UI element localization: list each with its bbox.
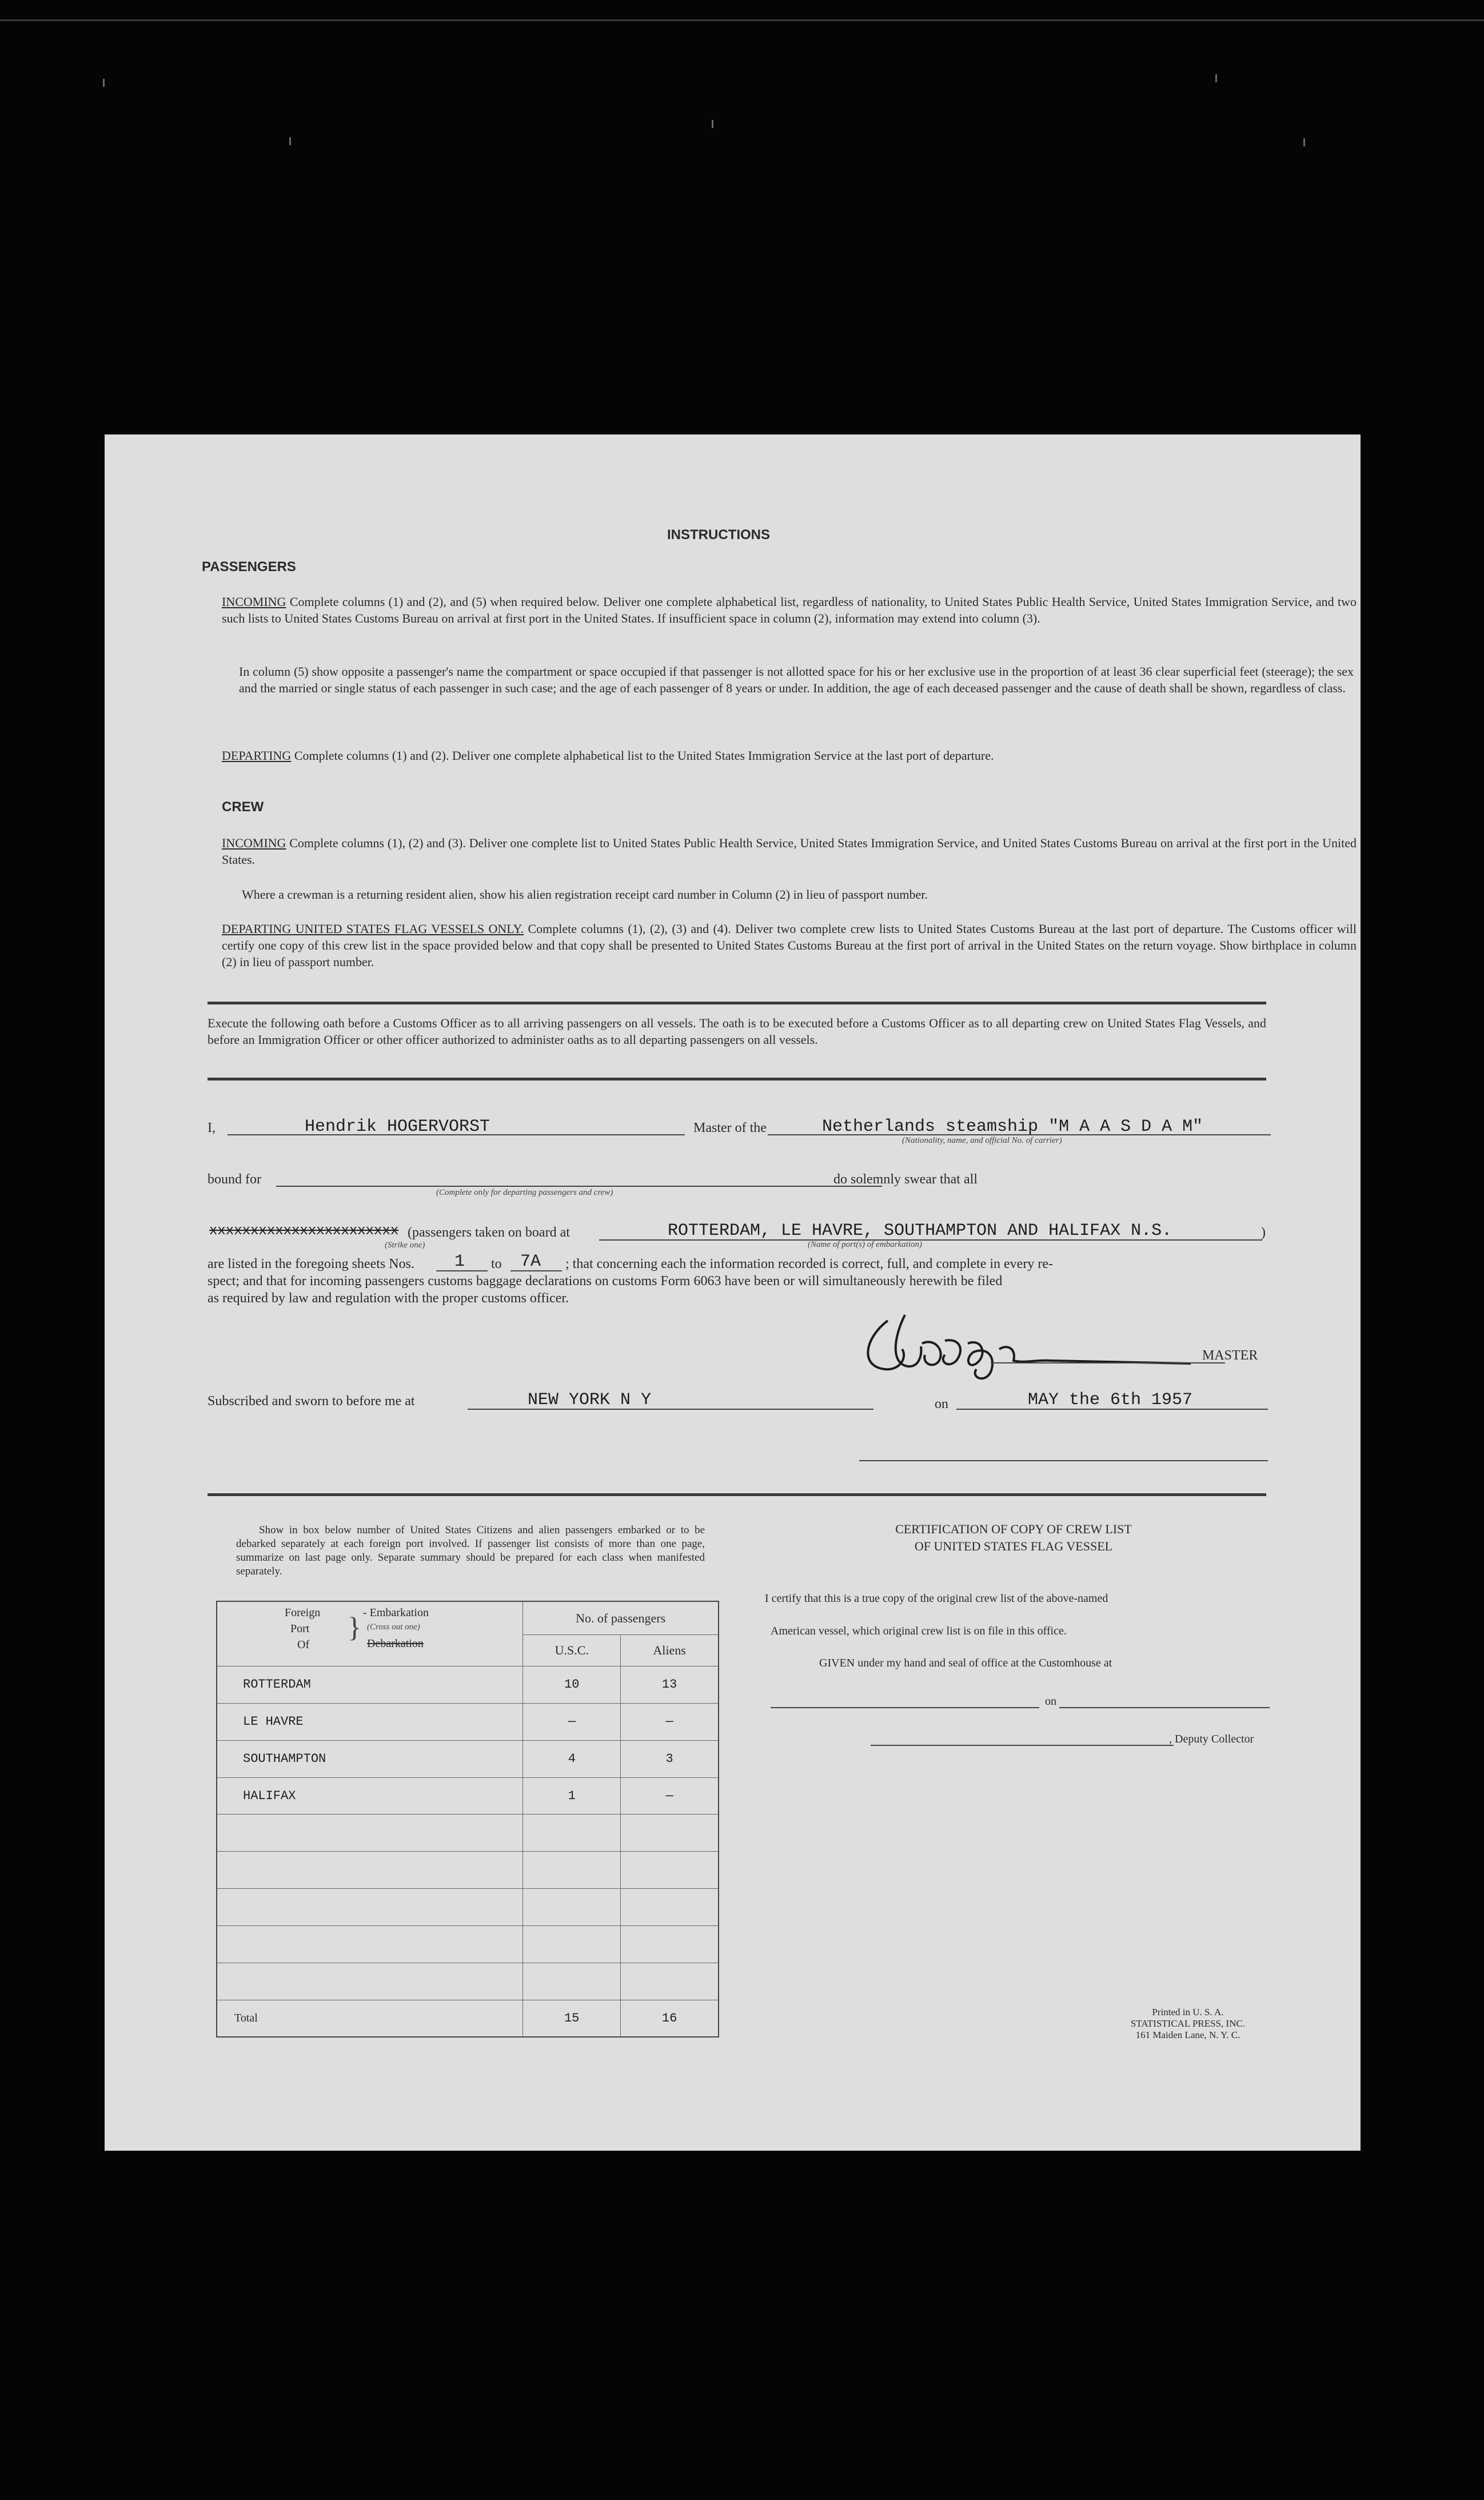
usc-cell: — (523, 1703, 621, 1740)
port-cell: ROTTERDAM (217, 1666, 523, 1703)
certification-line-1: I certify that this is a true copy of the original crew list of the above-named (765, 1592, 1108, 1605)
divider (208, 1078, 1266, 1080)
empty-row (217, 1852, 719, 1889)
printer-line-2: STATISTICAL PRESS, INC. (1130, 2018, 1246, 2029)
passengers-departing-paragraph (222, 747, 1357, 764)
passengers-heading: PASSENGERS (202, 559, 296, 575)
deputy-collector-line (871, 1745, 1174, 1746)
empty-row (217, 1925, 719, 1963)
usc-cell: 4 (523, 1740, 621, 1777)
sheet-from: 1 (454, 1252, 465, 1271)
flag-vessels-text: Complete columns (1), (2), (3) and (4). Deliver two complete crew lists to United States Customs Bureau at the last port of departure. The Customs officer will certify one copy of this crew list in the space provided below and that copy shall be presented to United States Customs Bureau at the first port of arrival in the United States on the return voyage. Show birthplace in column (2) in lieu of passport number. (222, 922, 1357, 969)
printer-line-3: 161 Maiden Lane, N. Y. C. (1135, 2029, 1240, 2040)
scan-top-border (0, 19, 1484, 21)
empty-row (217, 1815, 719, 1852)
master-label: MASTER (1202, 1348, 1258, 1363)
certification-date-line (1059, 1707, 1270, 1708)
certification-line-3: GIVEN under my hand and seal of office at the Customhouse at (819, 1657, 1112, 1669)
table-row (217, 1740, 719, 1777)
passengers-taken-label: (passengers taken on board at (408, 1225, 570, 1240)
sheet-to: 7A (520, 1252, 541, 1271)
struck-crew-text: xxxxxxxxxxxxxxxxxxxxxxx (209, 1223, 399, 1239)
oath-rest-1: ; that concerning each the information recorded is correct, full, and complete in every re- (565, 1257, 1053, 1271)
head-usc: U.S.C. (523, 1635, 621, 1666)
certification-line-2: American vessel, which original crew list is on file in this office. (771, 1625, 1067, 1637)
scan-speck (712, 120, 713, 128)
total-label: Total (217, 2000, 523, 2037)
master-signature (853, 1303, 1231, 1383)
crew-incoming-paragraph (222, 835, 1357, 868)
total-row (217, 2000, 719, 2037)
embarkation-ports: ROTTERDAM, LE HAVRE, SOUTHAMPTON AND HALIFAX N.S. (668, 1221, 1172, 1241)
head-passengers: No. of passengers (523, 1601, 719, 1635)
brace-symbol: } (348, 1611, 361, 1643)
box-instructions: Show in box below number of United States Citizens and alien passengers embarked or to be debarked separately at each foreign port involved. If passenger list consists of more than one page, summarize on last page only. Separate summary should be prepared for each class when manifested separately. (236, 1524, 705, 1577)
port-cell: HALIFAX (217, 1777, 523, 1815)
port-cell: LE HAVRE (217, 1703, 523, 1740)
close-paren: ) (1261, 1225, 1266, 1240)
head-debarkation: Debarkation (367, 1637, 424, 1650)
certification-title (865, 1521, 1162, 1555)
departing-label: DEPARTING (222, 748, 292, 763)
bound-for-line (276, 1186, 882, 1187)
certification-title-1: CERTIFICATION OF COPY OF CREW LIST (895, 1522, 1132, 1536)
crew-heading: CREW (222, 799, 264, 815)
document-sheet (105, 434, 1361, 2151)
sworn-place: NEW YORK N Y (528, 1390, 652, 1410)
head-port: Port (290, 1622, 310, 1635)
vessel-caption: (Nationality, name, and official No. of carrier) (902, 1136, 1062, 1145)
oath-instruction: Execute the following oath before a Customs Officer as to all arriving passengers on all vessels. The oath is to be executed before a Customs Officer as to all departing crew on United States Flag Vessels, and before an Immigration Officer or other officer authorized to administer oaths as to all departing passengers on all vessels. (208, 1016, 1266, 1047)
printer-line-1: Printed in U. S. A. (1152, 2007, 1224, 2017)
usc-cell: 10 (523, 1666, 621, 1703)
crewman-paragraph: Where a crewman is a returning resident alien, show his alien registration receipt card number in Column (2) in lieu of passport number. (242, 887, 928, 902)
flag-vessels-paragraph (222, 920, 1357, 970)
scan-speck (103, 79, 105, 87)
to-label: to (491, 1257, 502, 1271)
vessel-name: Netherlands steamship "M A A S D A M" (822, 1117, 1203, 1137)
crew-incoming-label: INCOMING (222, 836, 286, 850)
bound-for-label: bound for (208, 1172, 261, 1187)
empty-row (217, 1963, 719, 2000)
aliens-cell: 3 (621, 1740, 719, 1777)
empty-row (217, 1889, 719, 1926)
table-header-row (217, 1601, 719, 1635)
master-signature-line (991, 1362, 1225, 1363)
instructions-title: INSTRUCTIONS (667, 527, 770, 543)
head-aliens: Aliens (621, 1635, 719, 1666)
sheets-label: are listed in the foregoing sheets Nos. (208, 1257, 414, 1271)
aliens-cell: 13 (621, 1666, 719, 1703)
swear-label: do solemnly swear that all (833, 1172, 978, 1187)
flag-vessels-label: DEPARTING UNITED STATES FLAG VESSELS ONLY. (222, 922, 524, 936)
table-row (217, 1666, 719, 1703)
scan-speck (289, 137, 291, 145)
scan-speck (1215, 74, 1217, 82)
head-embarkation: - Embarkation (363, 1606, 429, 1619)
head-foreign: Foreign (285, 1606, 321, 1619)
table-port-header (217, 1601, 523, 1666)
aliens-cell: — (621, 1703, 719, 1740)
head-of: Of (297, 1638, 310, 1651)
deputy-collector-label: , Deputy Collector (1169, 1733, 1254, 1745)
master-of-label: Master of the (693, 1121, 767, 1135)
incoming-text: Complete columns (1) and (2), and (5) when required below. Deliver one complete alphabetical list, regardless of nationality, to United States Public Health Service, United States Immigration Service, and two such lists to United States Customs Bureau on arrival at first port in the United States. If insufficient space in column (2), information may extend into column (3). (222, 595, 1357, 625)
oath-rest-3: as required by law and regulation with the proper customs officer. (208, 1291, 569, 1306)
certification-on-label: on (1045, 1695, 1056, 1708)
total-aliens: 16 (621, 2000, 719, 2037)
aliens-cell: — (621, 1777, 719, 1815)
strike-caption: (Strike one) (385, 1241, 425, 1250)
embarkation-caption: (Name of port(s) of embarkation) (808, 1240, 922, 1249)
officer-signature-line (859, 1460, 1268, 1461)
crew-incoming-text: Complete columns (1), (2) and (3). Deliver one complete list to United States Public Health Service, United States Immigration Service, and United States Customs Bureau on arrival at the first port in the United States. (222, 836, 1357, 867)
divider (208, 1002, 1266, 1004)
incoming-label: INCOMING (222, 595, 286, 609)
certification-title-2: OF UNITED STATES FLAG VESSEL (914, 1539, 1113, 1553)
departing-text: Complete columns (1) and (2). Deliver one complete alphabetical list to the United States Immigration Service at the last port of departure. (294, 748, 994, 763)
ports-summary-table (216, 1601, 719, 2038)
total-usc: 15 (523, 2000, 621, 2037)
passengers-incoming-paragraph (222, 593, 1357, 627)
bound-for-caption: (Complete only for departing passengers and crew) (436, 1188, 613, 1197)
column5-paragraph: In column (5) show opposite a passenger's name the compartment or space occupied if that passenger is not allotted space for his or her exclusive use in the proportion of at least 36 clear superficial feet (steerage); the sex and the married or single status of each passenger in such case; and the age of each passenger of 8 years or under. In addition, the age of each deceased passenger and the cause of death shall be shown, regardless of class. (239, 664, 1354, 695)
scan-speck (1303, 138, 1305, 146)
port-cell: SOUTHAMPTON (217, 1740, 523, 1777)
master-name: Hendrik HOGERVORST (305, 1117, 490, 1137)
printer-imprint (1102, 2007, 1274, 2041)
divider (208, 1493, 1266, 1496)
head-cross-out: (Cross out one) (367, 1622, 420, 1632)
table-row (217, 1777, 719, 1815)
customhouse-line (771, 1707, 1039, 1708)
subscribed-label: Subscribed and sworn to before me at (208, 1394, 415, 1409)
sworn-on-label: on (935, 1397, 948, 1412)
table-row (217, 1703, 719, 1740)
usc-cell: 1 (523, 1777, 621, 1815)
sworn-date: MAY the 6th 1957 (1028, 1390, 1193, 1410)
oath-rest-2: spect; and that for incoming passengers customs baggage declarations on customs Form 6063 have been or will simultaneously herewith be filed (208, 1274, 1003, 1289)
oath-i-label: I, (208, 1121, 216, 1135)
